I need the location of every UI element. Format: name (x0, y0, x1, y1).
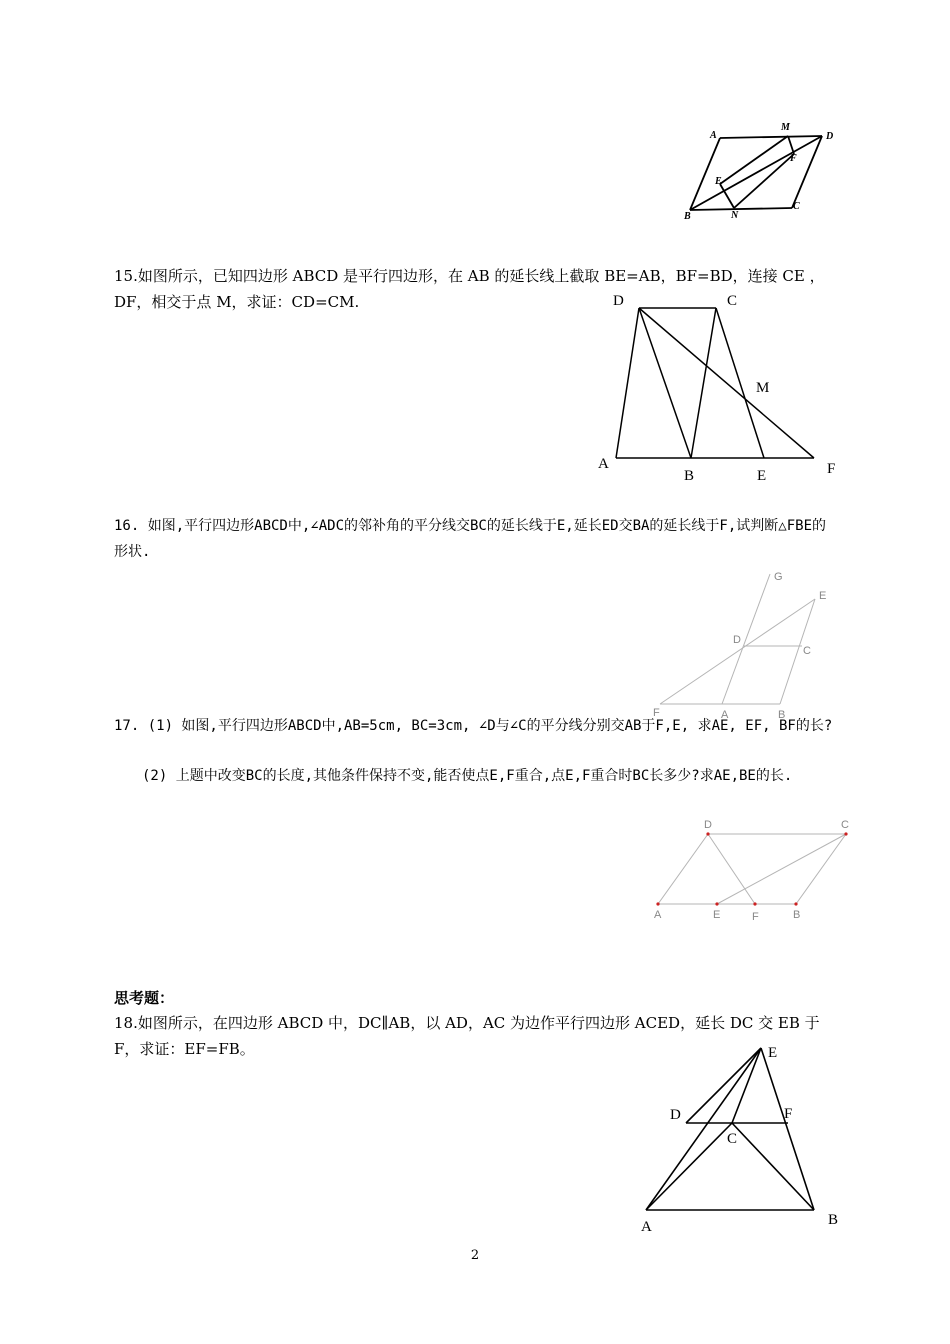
label-g: G (774, 571, 783, 583)
label-a: A (598, 456, 609, 472)
question-17-part2: (2) 上题中改变BC的长度,其他条件保持不变,能否使点E,F重合,点E,F重合时BC长多少?求AE,BE的长. (142, 768, 793, 784)
label-c: C (727, 1131, 738, 1147)
question-17-part1: 17. (1) 如图,平行四边形ABCD中,AB=5cm, BC=3cm, ∠D与∠C的平分线分别交AB于F,E, 求AE, EF, BF的长? (114, 718, 833, 734)
label-e: E (819, 590, 827, 602)
label-e: E (768, 1045, 778, 1061)
label-a: A (641, 1219, 652, 1235)
label-d: D (613, 293, 624, 309)
figure-q14 (676, 118, 846, 222)
figure-q16 (648, 566, 838, 718)
label-m: M (756, 380, 770, 396)
question-15-text: 15.如图所示，已知四边形 ABCD 是平行四边形，在 AB 的延长线上截取 BE=AB，BF=BD，连接 CE ，DF，相交于点 M，求证：CD=CM. (114, 267, 825, 311)
label-f: F (827, 461, 836, 477)
page-number: 2 (470, 1248, 480, 1263)
figure-q15 (594, 288, 844, 488)
label-a: A (654, 909, 662, 921)
label-f: F (790, 153, 797, 164)
label-e: E (713, 909, 721, 921)
label-a: A (710, 130, 717, 141)
label-n: N (731, 210, 739, 221)
question-16-text: 16. 如图,平行四边形ABCD中,∠ADC的邻补角的平分线交BC的延长线于E,延长ED交BA的延长线于F,试判断△FBE的形状. (114, 518, 827, 560)
think-heading: 思考题： (114, 989, 175, 1007)
label-f: F (653, 707, 660, 718)
figure-q17 (648, 816, 854, 926)
label-b: B (793, 909, 801, 921)
label-d: D (733, 634, 741, 646)
label-b: B (684, 211, 691, 222)
label-c: C (841, 819, 849, 831)
label-c: C (727, 293, 738, 309)
label-a: A (721, 709, 729, 718)
label-c: C (803, 645, 811, 657)
question-18-text: 18.如图所示，在四边形 ABCD 中，DC∥AB，以 AD，AC 为边作平行四边形 ACED，延长 DC 交 EB 于 F，求证：EF=FB。 (114, 1014, 820, 1058)
label-f: F (784, 1106, 793, 1122)
label-c: C (793, 201, 800, 212)
label-d: D (826, 131, 834, 142)
label-e: E (715, 176, 722, 187)
label-b: B (778, 709, 786, 718)
label-m: M (781, 122, 790, 133)
label-e: E (757, 468, 767, 484)
figure-q18 (636, 1040, 846, 1236)
label-f: F (752, 911, 759, 923)
label-d: D (670, 1107, 681, 1123)
label-b: B (828, 1212, 839, 1228)
label-d: D (704, 819, 712, 831)
label-b: B (684, 468, 695, 484)
